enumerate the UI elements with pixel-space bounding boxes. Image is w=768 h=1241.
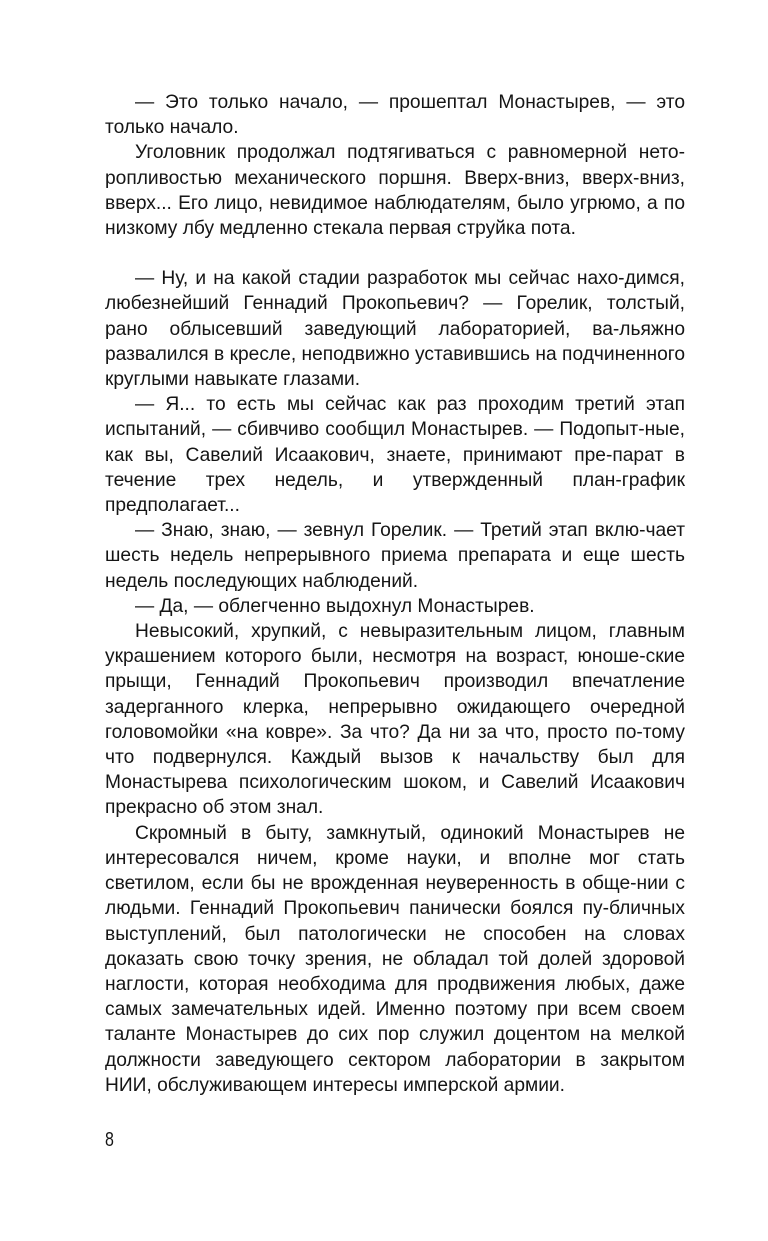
paragraph: Невысокий, хрупкий, с невыразительным лицом, главным украшением которого были, несмотря на возраст, юноше-ские прыщи, Геннадий Прокопьевич производил впечатление задерганного клерка, непрерывно ожидающего очередной головомойки «на ковре». За что? Да ни за что, просто по-тому что подвернулся. Каждый вызов к начальству был для Монастырева психологическим шоком, и Савелий Исаакович прекрасно об этом знал. bbox=[105, 621, 685, 819]
page-number: 8 bbox=[105, 1129, 114, 1151]
paragraph: — Ну, и на какой стадии разработок мы сейчас нахо-димся, любезнейший Геннадий Прокопьевич? — Горелик, толстый, рано облысевший заведующий лабораторией, ва-льяжно развалился в кресле, неподвижно уставившись на подчиненного круглыми навыкате глазами. bbox=[105, 268, 685, 391]
section-break bbox=[105, 241, 685, 266]
paragraph: — Да, — облегченно выдохнул Монастырев. bbox=[135, 595, 535, 617]
paragraph: Скромный в быту, замкнутый, одинокий Монастырев не интересовался ничем, кроме науки, и вполне мог стать светилом, если бы не врожденная неуверенность в обще-нии с людьми. Геннадий Прокопьевич панически боялся пу-бличных выступлений, был патологически не способен на словах доказать свою точку зрения, не обладал той долей здоровой наглости, которая необходима для продвижения любых, даже самых замечательных идей. Именно поэтому при всем своем таланте Монастырев до сих пор служил доцентом на мелкой должности заведующего сектором лаборатории в закрытом НИИ, обслуживающем интересы имперской армии. bbox=[105, 822, 685, 1096]
paragraph: — Я... то есть мы сейчас как раз проходим третий этап испытаний, — сбивчиво сообщил Монастырев. — Подопыт-ные, как вы, Савелий Исаакович, знаете, принимают пре-парат в течение трех недель, и утвержденный план-график предполагает... bbox=[105, 394, 685, 517]
paragraph: Уголовник продолжал подтягиваться с равномерной нето-ропливостью механического поршня. Вверх-вниз, вверх-вниз, вверх... Его лицо, невидимое наблюдателям, было угрюмо, а по низкому лбу медленно стекала первая струйка пота. bbox=[105, 142, 685, 240]
body-text bbox=[105, 90, 685, 1098]
paragraph: — Это только начало, — прошептал Монастырев, — это только начало. bbox=[105, 92, 685, 139]
paragraph: — Знаю, знаю, — зевнул Горелик. — Третий этап вклю-чает шесть недель непрерывного приема препарата и еще шесть недель последующих наблюдений. bbox=[105, 520, 685, 592]
